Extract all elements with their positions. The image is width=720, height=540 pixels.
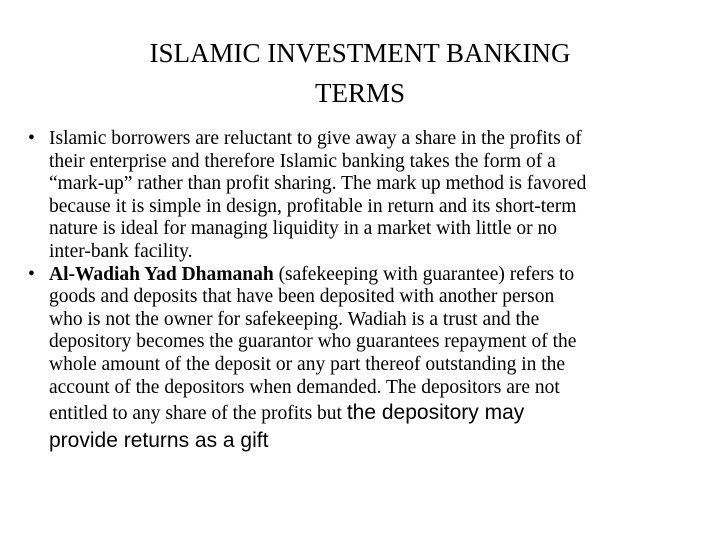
- bullet-marker: •: [28, 128, 35, 149]
- bullet-1-line-4: because it is simple in design, profitable in return and its short-term: [49, 195, 577, 217]
- bullet-1-line-1: Islamic borrowers are reluctant to give away a share in the profits of: [49, 128, 582, 149]
- bullet-marker: •: [28, 263, 35, 285]
- bullet-2-line-1: [49, 264, 718, 287]
- bullet-2-line-7: [49, 399, 718, 427]
- slide-title: [60, 33, 660, 113]
- bullet-1-line-5: nature is ideal for managing liquidity in a market with little or no: [49, 218, 557, 240]
- term-al-wadiah: Al-Wadiah Yad Dhamanah: [49, 263, 274, 285]
- bullet-2-line-5: whole amount of the deposit or any part thereof outstanding in the: [49, 353, 566, 375]
- title-line-2: TERMS: [314, 78, 406, 108]
- bullet-1-line-6: inter-bank facility.: [49, 240, 193, 262]
- bullet-item-markup: [28, 128, 718, 264]
- bullet-item-wadiah: [28, 264, 718, 455]
- mixed-serif-text: entitled to any share of the profits but: [49, 403, 347, 425]
- term-definition-start: (safekeeping with guarantee) refers to: [273, 263, 575, 285]
- bullet-list: [28, 128, 718, 454]
- title-line-1: ISLAMIC INVESTMENT BANKING: [149, 38, 571, 68]
- bullet-1-line-3: “mark-up” rather than profit sharing. The mark up method is favored: [49, 173, 587, 195]
- bullet-1-line-2: their enterprise and therefore Islamic banking takes the form of a: [49, 150, 556, 172]
- bullet-2-line-2: goods and deposits that have been deposited with another person: [49, 286, 555, 308]
- bullet-2-line-4: depository becomes the guarantor who guarantees repayment of the: [49, 331, 577, 353]
- bullet-2-line-8: provide returns as a gift: [49, 429, 269, 453]
- bullet-2-line-6: account of the depositors when demanded. The depositors are not: [49, 376, 560, 398]
- bullet-2-line-3: who is not the owner for safekeeping. Wadiah is a trust and the: [49, 308, 540, 330]
- mixed-sans-text: the depository may: [346, 401, 525, 425]
